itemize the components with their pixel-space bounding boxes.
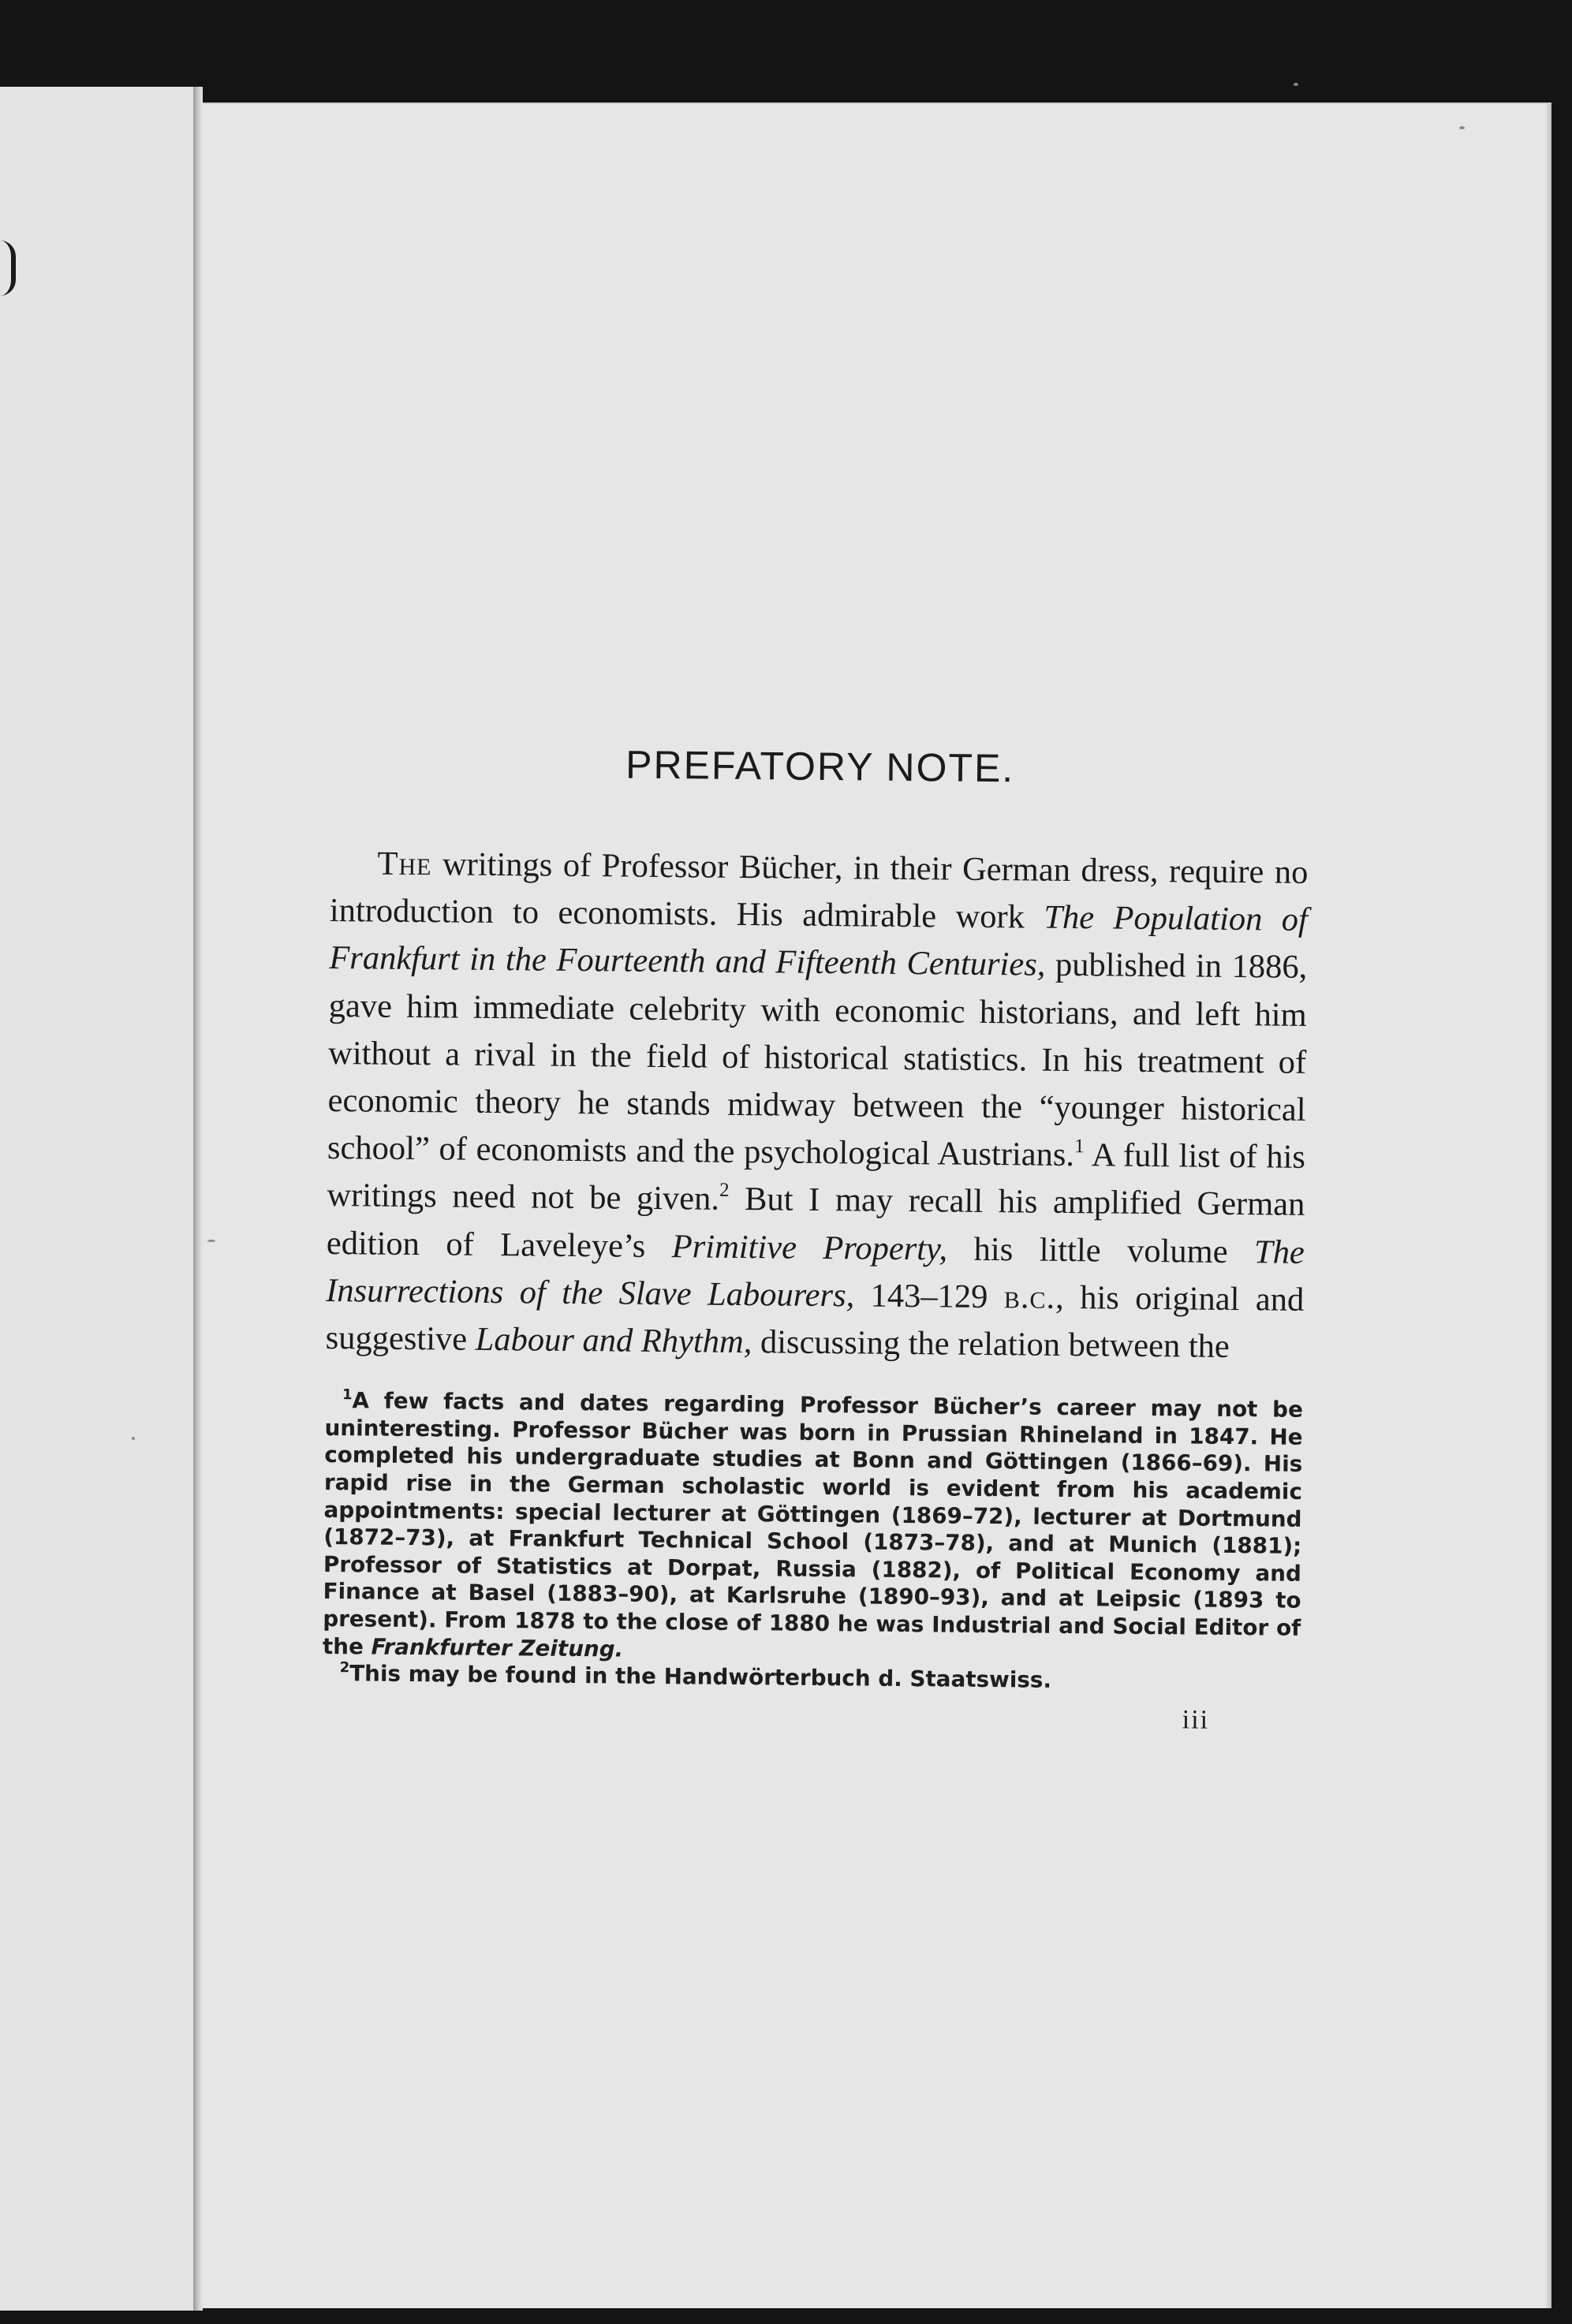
body-text-segment: his little volume (947, 1230, 1255, 1270)
work-title: The Insurrections of the Slave Labourers, (326, 1233, 1305, 1315)
newspaper-title: Frankfurter Zeitung. (371, 1633, 624, 1662)
era-abbreviation: b.c. (1003, 1278, 1056, 1316)
body-text-segment: , his original and suggestive (325, 1278, 1305, 1358)
page-title: PREFATORY NOTE. (625, 742, 1015, 791)
body-text-segment: A full list of his writings need not be given. (327, 1136, 1306, 1218)
body-text-segment: 143–129 (854, 1277, 1005, 1316)
body-text-segment: writings of Professor Bücher, in their German dress, require no introduction to economists. His admirable work (329, 845, 1309, 936)
footnotes (322, 1387, 1303, 1696)
scan-speck (207, 1240, 215, 1242)
page-right-edge (1545, 104, 1551, 2308)
page-number: iii (1182, 1705, 1210, 1735)
scan-speck (1294, 83, 1298, 86)
scan-speck (1459, 126, 1465, 129)
work-title: The Population of Frankfurt in the Fourteenth and Fifteenth Centuries, (329, 898, 1309, 984)
book-gutter (193, 87, 203, 2311)
work-title: Primitive Property, (671, 1227, 948, 1268)
left-facing-page (0, 87, 193, 2311)
footnote-reference: 1 (1074, 1136, 1085, 1158)
left-page-edge-mark (0, 241, 16, 296)
book-page (203, 103, 1551, 2308)
work-title: Labour and Rhythm, (475, 1320, 752, 1361)
body-text-segment: discussing the relation between the (752, 1323, 1230, 1365)
lead-word: The (377, 845, 432, 883)
page-content (322, 739, 1309, 1736)
scan-speck (132, 1437, 135, 1440)
footnote-text: This may be found in the Handwörterbuch d. Staatswiss. (349, 1660, 1052, 1693)
footnote-marker: 2 (339, 1659, 350, 1677)
footnote-marker: 1 (342, 1386, 353, 1404)
footnote-reference: 2 (719, 1180, 730, 1202)
footnote-text: A few facts and dates regarding Professor Bücher’s career may not be uninteresting. Professor Bücher was born in Prussian Rhineland in 1847. He completed his undergraduate studies at Bonn and Göttingen (1866–69). His rapid rise in the German scholastic world is evident from his academic appointments: special lecturer at Göttingen (1869–72), lecturer at Dortmund (1872–73), at Frankfurt Technical School (1873–78), and at Munich (1881); Professor of Statistics at Dorpat, Russia (1882), of Political Economy and Finance at Basel (1883–90), at Karlsruhe (1890–93), and at Leipsic (1893 to present). From 1878 to the close of 1880 he was Industrial and Social Editor of the (322, 1387, 1304, 1660)
body-text-segment: But I may recall his amplified German edition of Laveleye’s (326, 1181, 1305, 1265)
body-text-segment: published in 1886, gave him immediate celebrity with economic historians, and left him without a rival in the field of historical statistics. In his treatment of economic theory he stands midway between the “younger historical school” of economists and the psychological Austrians. (327, 946, 1308, 1174)
body-paragraph (325, 840, 1308, 1371)
footnote-1 (323, 1387, 1303, 1669)
